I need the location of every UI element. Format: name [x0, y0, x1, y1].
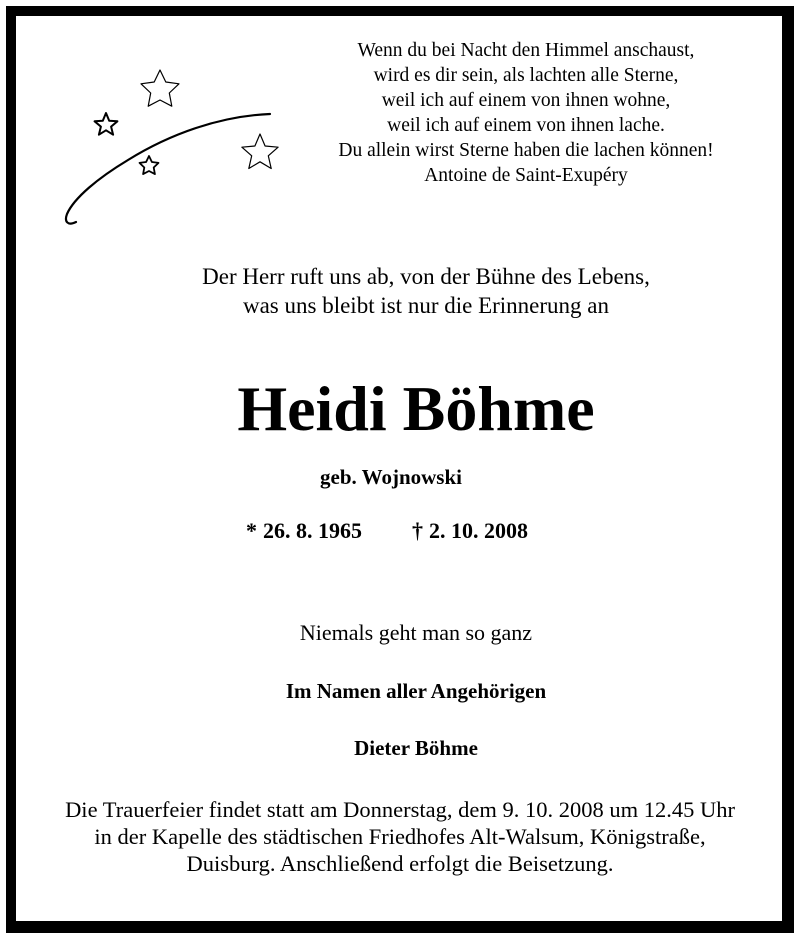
- birth-date-group: [246, 516, 362, 546]
- birth-symbol: *: [246, 518, 257, 543]
- comet-trail-icon: [66, 114, 270, 224]
- verse-line: Der Herr ruft uns ab, von der Bühne des Lebens,: [202, 264, 650, 289]
- funeral-line: in der Kapelle des städtischen Friedhofes Alt-Walsum, Königstraße,: [94, 824, 706, 849]
- birth-date: 26. 8. 1965: [263, 518, 362, 543]
- quote-line: weil ich auf einem von ihnen lache.: [387, 115, 665, 136]
- star-icon: [95, 113, 118, 135]
- quote-line: wird es dir sein, als lachten alle Sterne,: [373, 65, 679, 86]
- quote-line: Wenn du bei Nacht den Himmel anschaust,: [357, 40, 695, 61]
- stars-and-comet-icon: [52, 56, 302, 236]
- quote-block: [266, 38, 786, 188]
- obituary-notice: [6, 6, 794, 933]
- funeral-line: Duisburg. Anschließend erfolgt die Beisetzung.: [186, 851, 614, 876]
- death-symbol: †: [412, 518, 423, 543]
- verse-line: was uns bleibt ist nur die Erinnerung an: [242, 293, 609, 318]
- quote-author: Antoine de Saint-Exupéry: [424, 165, 628, 186]
- life-dates: [246, 516, 586, 546]
- deceased-name: Heidi Böhme: [237, 373, 595, 444]
- star-icon: [140, 156, 159, 174]
- quote-line: weil ich auf einem von ihnen wohne,: [381, 90, 671, 111]
- verse-block: [196, 262, 656, 320]
- quote-line: Du allein wirst Sterne haben die lachen können!: [338, 140, 714, 161]
- motto: Niemals geht man so ganz: [299, 620, 533, 645]
- death-date-group: [412, 516, 528, 546]
- star-icon: [141, 70, 179, 106]
- funeral-info: [18, 796, 782, 877]
- funeral-line: Die Trauerfeier findet statt am Donnerstag, dem 9. 10. 2008 um 12.45 Uhr: [65, 797, 735, 822]
- death-date: 2. 10. 2008: [429, 518, 528, 543]
- signer-name: Dieter Böhme: [354, 736, 478, 760]
- on-behalf-line: Im Namen aller Angehörigen: [285, 679, 547, 703]
- maiden-name: geb. Wojnowski: [320, 465, 462, 489]
